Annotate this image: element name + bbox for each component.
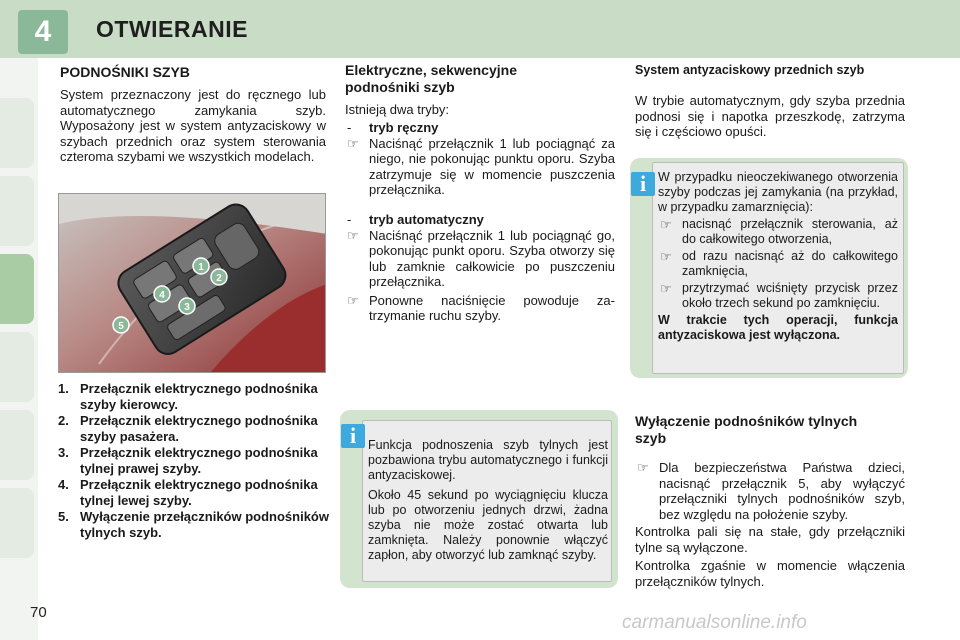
side-tab bbox=[0, 176, 34, 246]
pointing-hand-icon: ☞ bbox=[347, 227, 359, 243]
info-anti-pinch-intro: W przypadku nieoczekiwanego otworzenia szyby podczas jej zamykania (na przykład, w przypadku zamarznięcia): bbox=[658, 170, 898, 214]
anti-pinch-text: W trybie automatycznym, gdy szyba przednia podnosi się i napotka przeszkodę, zatrzyma się i częściowo opuści. bbox=[635, 93, 905, 139]
chapter-number-tab: 4 bbox=[18, 10, 68, 54]
info-bullet: ☞ przytrzymać wciśnięty przycisk przez około trzech sekund po zamknięciu. bbox=[660, 281, 898, 310]
pointing-hand-icon: ☞ bbox=[660, 281, 672, 296]
pointing-hand-icon: ☞ bbox=[660, 217, 672, 232]
section-heading-rear-disable: Wyłączenie podnośników tylnych szyb bbox=[635, 413, 858, 446]
rear-disable-section bbox=[635, 460, 905, 589]
pointing-hand-icon: ☞ bbox=[660, 249, 672, 264]
list-item: 3. Przełącznik elektrycznego podnośnika tylnej prawej szyby. bbox=[58, 445, 318, 476]
info-text-2: Około 45 sekund po wyciągnięciu klucza lub po otworzeniu jednych drzwi, żadna szyba nie może zostać otwarta lub zamknięta. Należy ponownie włączyć zapłon, aby otworzyć lub zamknąć szyby. bbox=[368, 488, 608, 562]
mode-manual-title-row: - tryb ręczny bbox=[347, 120, 439, 135]
mode-automatic-bullet: ☞ Ponowne naciśnięcie powoduje zatrzymanie ruchu szyby. bbox=[347, 292, 615, 323]
side-tab-active bbox=[0, 254, 34, 324]
callout-3-label: 3 bbox=[184, 302, 190, 313]
info-bullet: ☞ od razu nacisnąć aż do całkowitego zamknięcia, bbox=[660, 249, 898, 278]
watermark: carmanualsonline.info bbox=[622, 612, 807, 633]
callout-5-label: 5 bbox=[118, 321, 124, 332]
callout-4-label: 4 bbox=[159, 290, 165, 301]
switch-panel-illustration bbox=[59, 194, 326, 373]
section-heading-window-lifts: PODNOŚNIKI SZYB bbox=[60, 64, 190, 80]
rear-disable-text-1: Kontrolka pali się na stałe, gdy przełączniki tylne są wyłączone. bbox=[635, 524, 905, 555]
mode-manual bbox=[345, 120, 615, 198]
pointing-hand-icon: ☞ bbox=[347, 135, 359, 151]
sidebar bbox=[0, 58, 38, 640]
section-heading-electric-lifts: Elektryczne, sekwencyjne podnośniki szyb bbox=[345, 62, 517, 95]
section-heading-anti-pinch: System antyzaciskowy przednich szyb bbox=[635, 63, 865, 77]
mode-automatic-bullet: ☞ Naciśnąć przełącznik 1 lub pociągnąć go, pokonując punkt oporu. Szyba otworzy się lub zamknie całkowicie po puszczeniu przełącznika. bbox=[347, 227, 615, 289]
pointing-hand-icon: ☞ bbox=[637, 460, 649, 475]
list-item: 2. Przełącznik elektrycznego podnośnika szyby pasażera. bbox=[58, 413, 318, 444]
side-tab bbox=[0, 98, 34, 168]
mode-automatic-title-row: - tryb automatyczny bbox=[347, 212, 484, 227]
page-number: 70 bbox=[30, 604, 47, 621]
info-icon: i bbox=[631, 172, 655, 196]
pointing-hand-icon: ☞ bbox=[347, 292, 359, 308]
info-text-1: Funkcja podnoszenia szyb tylnych jest pozbawiona trybu automatycznego i funkcji antyzaciskowej. bbox=[368, 438, 608, 482]
side-tab bbox=[0, 332, 34, 402]
side-tab bbox=[0, 488, 34, 558]
info-box-anti-pinch bbox=[630, 158, 908, 378]
mode-automatic bbox=[345, 212, 615, 324]
info-box-rear-windows bbox=[340, 410, 618, 588]
side-tab bbox=[0, 410, 34, 480]
mode-manual-bullet: ☞ Naciśnąć przełącznik 1 lub pociągnąć za niego, nie pokonując punktu oporu. Szyba zatrzymuje się w momencie puszczenia przełącznika. bbox=[347, 135, 615, 197]
callout-2-label: 2 bbox=[216, 273, 222, 284]
chapter-title: OTWIERANIE bbox=[96, 16, 248, 42]
list-item: 4. Przełącznik elektrycznego podnośnika tylnej lewej szyby. bbox=[58, 477, 318, 508]
info-anti-pinch-note: W trakcie tych operacji, funkcja antyzaciskowa jest wyłączona. bbox=[658, 313, 898, 342]
info-icon: i bbox=[341, 424, 365, 448]
switch-panel-photo bbox=[58, 193, 326, 373]
rear-disable-text-2: Kontrolka zgaśnie w momencie włączenia przełączników tylnych. bbox=[635, 558, 905, 589]
callout-1-label: 1 bbox=[198, 262, 204, 273]
info-bullet: ☞ nacisnąć przełącznik sterowania, aż do całkowitego otworzenia, bbox=[660, 217, 898, 246]
rear-disable-bullet: ☞ Dla bezpieczeństwa Państwa dzieci, nacisnąć przełącznik 5, aby wyłączyć przełączniki tylnych podnośników szyb, bez względu na położenie szyby. bbox=[637, 460, 905, 522]
modes-intro: Istnieją dwa tryby: bbox=[345, 102, 450, 117]
switch-legend-list bbox=[58, 381, 338, 541]
list-item: 5. Wyłączenie przełączników podnośników tylnych szyb. bbox=[58, 509, 329, 540]
list-item: 1. Przełącznik elektrycznego podnośnika szyby kierowcy. bbox=[58, 381, 318, 412]
intro-paragraph: System przeznaczony jest do ręcznego lub automatycznego zamykania szyb. Wyposażony jest w system antyzaciskowy w szybach przednich oraz system sterowania czteroma szybami we wszystkich modelach. bbox=[60, 87, 326, 164]
